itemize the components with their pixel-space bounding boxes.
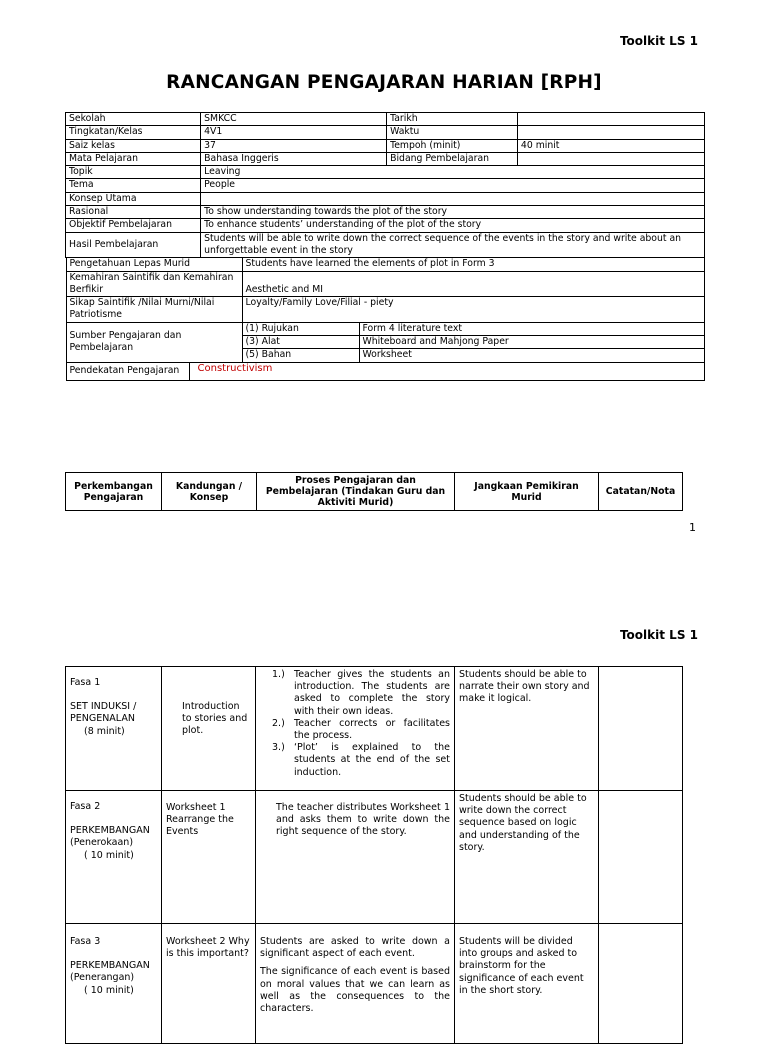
lesson-steps-table bbox=[65, 666, 683, 1044]
fasa-3-sub: (Penerangan) bbox=[70, 972, 135, 984]
header-perkembangan: Perkembangan Pengajaran bbox=[66, 473, 162, 511]
fasa-2-label: Fasa 2 bbox=[70, 801, 101, 812]
fasa-3-stage: PERKEMBANGAN bbox=[70, 960, 150, 972]
fasa-2-sub: (Penerokaan) bbox=[70, 837, 134, 849]
sikap-value: Loyalty/Family Love/Filial - piety bbox=[242, 297, 704, 323]
sekolah-value: SMKCC bbox=[201, 113, 387, 126]
fasa-1-step-2: Teacher corrects or facilitates the process. bbox=[294, 717, 450, 742]
saiz-label: Saiz kelas bbox=[66, 139, 201, 152]
lesson-info-table bbox=[65, 112, 705, 381]
konsep-label: Konsep Utama bbox=[66, 192, 201, 205]
tingkatan-label: Tingkatan/Kelas bbox=[66, 126, 201, 139]
lesson-header-table bbox=[65, 472, 683, 511]
fasa-1-step-3: ‘Plot’ is explained to the students at the end of the set induction. bbox=[294, 742, 450, 778]
fasa-1-content: Introduction to stories and plot. bbox=[162, 667, 256, 791]
objektif-label: Objektif Pembelajaran bbox=[66, 219, 201, 232]
fasa-1-notes bbox=[599, 667, 683, 791]
fasa-3-process-2: The significance of each event is based on moral values that we can learn as well as the consequences to the characters. bbox=[260, 966, 450, 1015]
sekolah-label: Sekolah bbox=[66, 113, 201, 126]
page-number: 1 bbox=[689, 521, 696, 534]
hasil-value: Students will be able to write down the correct sequence of the events in the story and write about an unforgettable event in the story bbox=[201, 232, 705, 258]
pengetahuan-value: Students have learned the elements of plot in Form 3 bbox=[242, 258, 704, 271]
hasil-label: Hasil Pembelajaran bbox=[66, 232, 201, 258]
fasa-3-notes bbox=[599, 924, 683, 1044]
waktu-value bbox=[517, 126, 704, 139]
fasa-3-time: ( 10 minit) bbox=[84, 984, 134, 996]
fasa-3-process-1: Students are asked to write down a significant aspect of each event. bbox=[260, 936, 450, 960]
fasa-3-phase bbox=[66, 924, 162, 1044]
tema-label: Tema bbox=[66, 179, 201, 192]
tempoh-label: Tempoh (minit) bbox=[387, 139, 518, 152]
fasa-2-expected: Students should be able to write down the correct sequence based on logic and understanding of the story. bbox=[455, 791, 599, 924]
sumber-label: Sumber Pengajaran dan Pembelajaran bbox=[66, 322, 242, 362]
pendekatan-value: Constructivism bbox=[189, 363, 704, 381]
fasa-2-process: The teacher distributes Worksheet 1 and asks them to write down the right sequence of the story. bbox=[256, 791, 455, 924]
fasa-2-row bbox=[66, 791, 683, 924]
kemahiran-value: Aesthetic and MI bbox=[242, 271, 704, 297]
fasa-1-phase bbox=[66, 667, 162, 791]
sumber-3-label: (3) Alat bbox=[242, 336, 359, 349]
topik-label: Topik bbox=[66, 166, 201, 179]
bidang-label: Bidang Pembelajaran bbox=[387, 152, 518, 165]
fasa-1-process bbox=[256, 667, 455, 791]
header-proses: Proses Pengajaran dan Pembelajaran (Tindakan Guru dan Aktiviti Murid) bbox=[257, 473, 455, 511]
fasa-2-stage: PERKEMBANGAN bbox=[70, 825, 150, 837]
fasa-2-time: ( 10 minit) bbox=[84, 849, 134, 861]
header-catatan: Catatan/Nota bbox=[599, 473, 683, 511]
fasa-2-phase bbox=[66, 791, 162, 924]
pendekatan-label: Pendekatan Pengajaran bbox=[66, 363, 189, 381]
rasional-value: To show understanding towards the plot of the story bbox=[201, 206, 705, 219]
tarikh-label: Tarikh bbox=[387, 113, 518, 126]
fasa-1-row bbox=[66, 667, 683, 791]
kemahiran-label: Kemahiran Saintifik dan Kemahiran Berfikir bbox=[66, 271, 242, 297]
sumber-3-value: Whiteboard and Mahjong Paper bbox=[359, 336, 704, 349]
sumber-5-value: Worksheet bbox=[359, 349, 704, 362]
sikap-label: Sikap Saintifik /Nilai Murni/Nilai Patriotisme bbox=[66, 297, 242, 323]
objektif-value: To enhance students’ understanding of the plot of the story bbox=[201, 219, 705, 232]
header-kandungan: Kandungan / Konsep bbox=[162, 473, 257, 511]
sumber-5-label: (5) Bahan bbox=[242, 349, 359, 362]
fasa-1-stage: SET INDUKSI / PENGENALAN bbox=[70, 701, 137, 725]
tema-value: People bbox=[201, 179, 705, 192]
tingkatan-value: 4V1 bbox=[201, 126, 387, 139]
fasa-3-row bbox=[66, 924, 683, 1044]
page-title: RANCANGAN PENGAJARAN HARIAN [RPH] bbox=[166, 72, 602, 93]
fasa-2-content: Worksheet 1 Rearrange the Events bbox=[162, 791, 256, 924]
fasa-3-label: Fasa 3 bbox=[70, 936, 101, 947]
saiz-value: 37 bbox=[201, 139, 387, 152]
waktu-label: Waktu bbox=[387, 126, 518, 139]
topik-value: Leaving bbox=[201, 166, 705, 179]
toolkit-label: Toolkit LS 1 bbox=[619, 34, 698, 48]
mata-label: Mata Pelajaran bbox=[66, 152, 201, 165]
sumber-1-label: (1) Rujukan bbox=[242, 322, 359, 335]
tempoh-value: 40 minit bbox=[517, 139, 704, 152]
bidang-value bbox=[517, 152, 704, 165]
fasa-1-label: Fasa 1 bbox=[70, 677, 101, 688]
header-jangkaan: Jangkaan Pemikiran Murid bbox=[455, 473, 599, 511]
tarikh-value bbox=[517, 113, 704, 126]
fasa-3-process bbox=[256, 924, 455, 1044]
toolkit-label: Toolkit LS 1 bbox=[619, 628, 698, 642]
fasa-1-time: (8 minit) bbox=[84, 725, 125, 737]
pengetahuan-label: Pengetahuan Lepas Murid bbox=[66, 258, 242, 271]
fasa-1-step-1: Teacher gives the students an introduction. The students are asked to complete the story with their own ideas. bbox=[294, 669, 450, 717]
fasa-2-notes bbox=[599, 791, 683, 924]
fasa-1-expected: Students should be able to narrate their own story and make it logical. bbox=[455, 667, 599, 791]
rasional-label: Rasional bbox=[66, 206, 201, 219]
sumber-1-value: Form 4 literature text bbox=[359, 322, 704, 335]
fasa-3-content: Worksheet 2 Why is this important? bbox=[162, 924, 256, 1044]
mata-value: Bahasa Inggeris bbox=[201, 152, 387, 165]
konsep-value bbox=[201, 192, 705, 205]
fasa-3-expected: Students will be divided into groups and asked to brainstorm for the significance of each event in the short story. bbox=[455, 924, 599, 1044]
